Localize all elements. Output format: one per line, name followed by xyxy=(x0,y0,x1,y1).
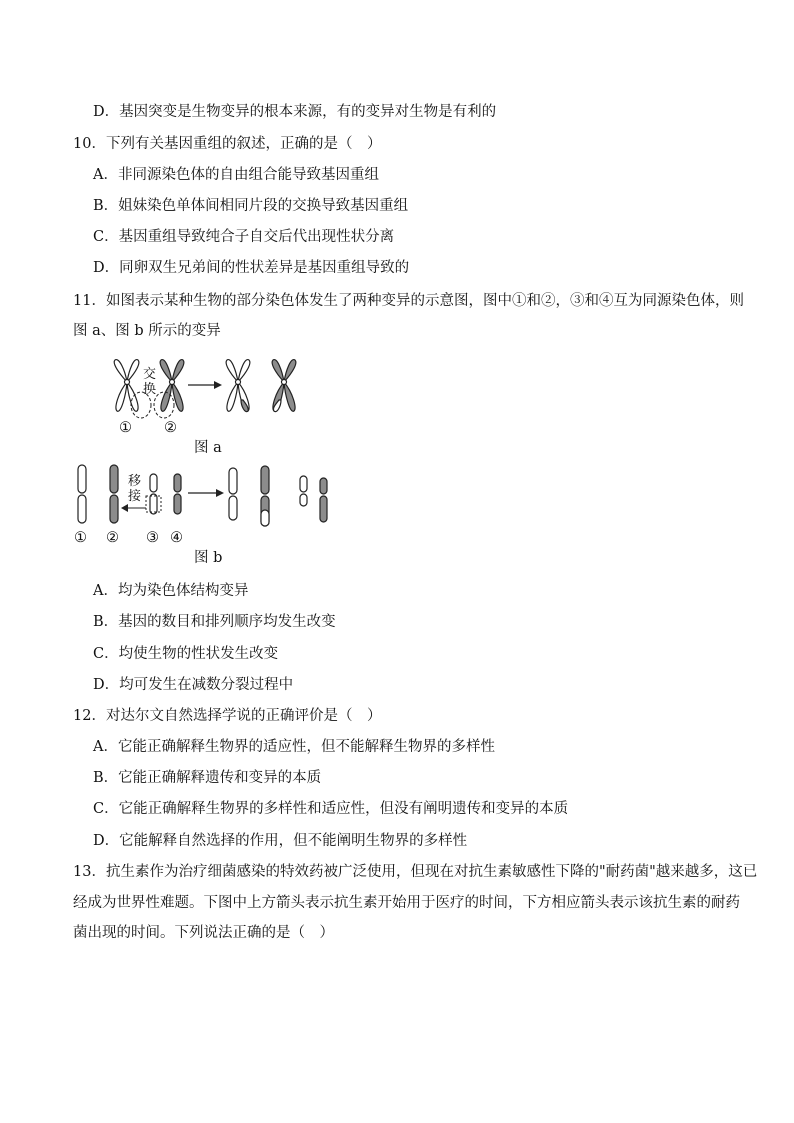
fig-a-result-2 xyxy=(272,360,296,412)
fig-a-chromosome-1 xyxy=(114,360,139,412)
fig-b-chromosome-3 xyxy=(150,474,157,514)
q10-option-d: D．同卵双生兄弟间的性状差异是基因重组导致的 xyxy=(93,260,410,276)
fig-b-result-1 xyxy=(229,468,237,520)
fig-b-num-1: ① xyxy=(74,530,87,546)
fig-a-exchange-label: 交换 xyxy=(143,367,157,397)
fig-a-num-2: ② xyxy=(164,420,177,436)
fig-b-result-4 xyxy=(320,478,327,522)
q11-option-c: C．均使生物的性状发生改变 xyxy=(93,646,279,662)
fig-b-caption: 图 b xyxy=(194,550,223,566)
q13-stem-line1: 13．抗生素作为治疗细菌感染的特效药被广泛使用，但现在对抗生素敏感性下降的"耐药菌"越来越多，这已 xyxy=(73,864,758,880)
fig-b-result-3 xyxy=(300,476,307,506)
fig-b-chromosome-2 xyxy=(110,465,118,523)
fig-b-num-2: ② xyxy=(106,530,119,546)
q10-option-c: C．基因重组导致纯合子自交后代出现性状分离 xyxy=(93,229,395,245)
q9-option-d: D．基因突变是生物变异的根本来源，有的变异对生物是有利的 xyxy=(93,104,497,120)
q13-stem-line2: 经成为世界性难题。下图中上方箭头表示抗生素开始用于医疗的时间，下方相应箭头表示该抗生素的耐药 xyxy=(73,895,740,911)
q11-stem-line1: 11．如图表示某种生物的部分染色体发生了两种变异的示意图，图中①和②，③和④互为同源染色体，则 xyxy=(73,293,744,309)
fig-b-move-label: 移接 xyxy=(128,474,142,504)
fig-b-num-4: ④ xyxy=(170,530,183,546)
q12-option-d: D．它能解释自然选择的作用，但不能阐明生物界的多样性 xyxy=(93,833,468,849)
q12-stem: 12．对达尔文自然选择学说的正确评价是（ ） xyxy=(73,708,382,724)
q12-option-b: B．它能正确解释遗传和变异的本质 xyxy=(93,770,322,786)
q11-option-b: B．基因的数目和排列顺序均发生改变 xyxy=(93,614,336,630)
fig-a-result-1 xyxy=(226,360,250,412)
q12-option-c: C．它能正确解释生物界的多样性和适应性，但没有阐明遗传和变异的本质 xyxy=(93,801,569,817)
fig-b-num-3: ③ xyxy=(146,530,159,546)
q10-stem: 10．下列有关基因重组的叙述，正确的是（ ） xyxy=(73,136,382,152)
q11-option-d: D．均可发生在减数分裂过程中 xyxy=(93,677,294,693)
q10-option-a: A．非同源染色体的自由组合能导致基因重组 xyxy=(93,167,379,183)
fig-b-chromosome-4 xyxy=(174,474,181,514)
fig-a-chromosome-2 xyxy=(160,360,184,412)
q10-option-b: B．姐妹染色单体间相同片段的交换导致基因重组 xyxy=(93,198,409,214)
fig-a-num-1: ① xyxy=(119,420,132,436)
fig-b-chromosome-1 xyxy=(78,465,86,523)
q11-option-a: A．均为染色体结构变异 xyxy=(93,583,249,599)
q11-stem-line2: 图 a、图 b 所示的变异 xyxy=(73,323,221,339)
fig-a-caption: 图 a xyxy=(194,440,222,456)
fig-b-result-2 xyxy=(261,466,269,526)
q12-option-a: A．它能正确解释生物界的适应性，但不能解释生物界的多样性 xyxy=(93,739,495,755)
q13-stem-line3: 菌出现的时间。下列说法正确的是（ ） xyxy=(73,925,334,941)
